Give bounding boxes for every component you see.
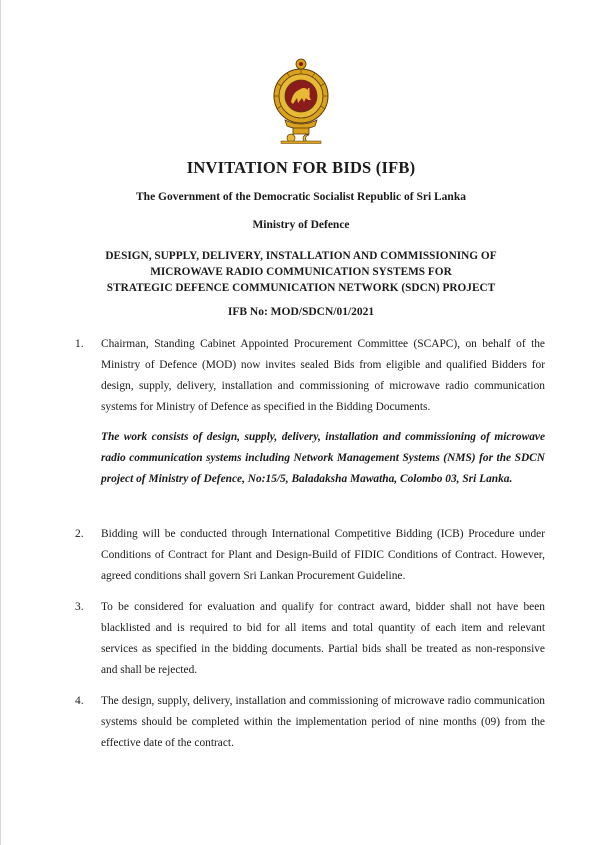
item-number: 3. [75,601,84,613]
item-number: 2. [75,528,84,540]
page-title: INVITATION FOR BIDS (IFB) [186,158,416,177]
government-name: The Government of the Democratic Socialist Republic of Sri Lanka [136,191,466,203]
ministry-name: Ministry of Defence [252,219,350,231]
project-title-line: STRATEGIC DEFENCE COMMUNICATION NETWORK (SDCN) PROJECT [106,282,496,294]
item-text: To be considered for evaluation and qualify for contract award, bidder shall not have been blacklisted and is required to bid for all items and total quantity of each item and relevant services as specified in the bidding documents. Partial bids shall be treated as non-responsive and shall be rejected. [101,601,545,676]
item-text: The design, supply, delivery, installation and commissioning of microwave radio communication systems should be completed within the implementation period of nine months (09) from the effective date of the contract. [101,695,545,749]
item-text: Bidding will be conducted through International Competitive Bidding (ICB) Procedure under Conditions of Contract for Plant and Design-Build of FIDIC Conditions of Contract. However, agreed conditions shall govern Sri Lankan Procurement Guideline. [101,528,545,582]
project-title-line: MICROWAVE RADIO COMMUNICATION SYSTEMS FOR [150,266,452,278]
project-title [61,248,541,296]
item-emphasis-text: The work consists of design, supply, delivery, installation and commissioning of microwave radio communication systems including Network Management Systems (NMS) for the SDCN project of Ministry of Defence, No:15/5, Baladaksha Mawatha, Colombo 03, Sri Lanka. [101,431,545,485]
project-title-line: DESIGN, SUPPLY, DELIVERY, INSTALLATION AND COMMISSIONING OF [105,250,497,262]
sri-lanka-emblem-icon [271,58,331,144]
ifb-number: IFB No: MOD/SDCN/01/2021 [227,306,375,318]
item-number: 1. [75,338,84,350]
item-number: 4. [75,695,84,707]
item-text: Chairman, Standing Cabinet Appointed Procurement Committee (SCAPC), on behalf of the Ministry of Defence (MOD) now invites sealed Bids from eligible and qualified Bidders for design, supply, delivery, installation and commissioning of microwave radio communication systems for Ministry of Defence as specified in the Bidding Documents. [101,338,545,413]
